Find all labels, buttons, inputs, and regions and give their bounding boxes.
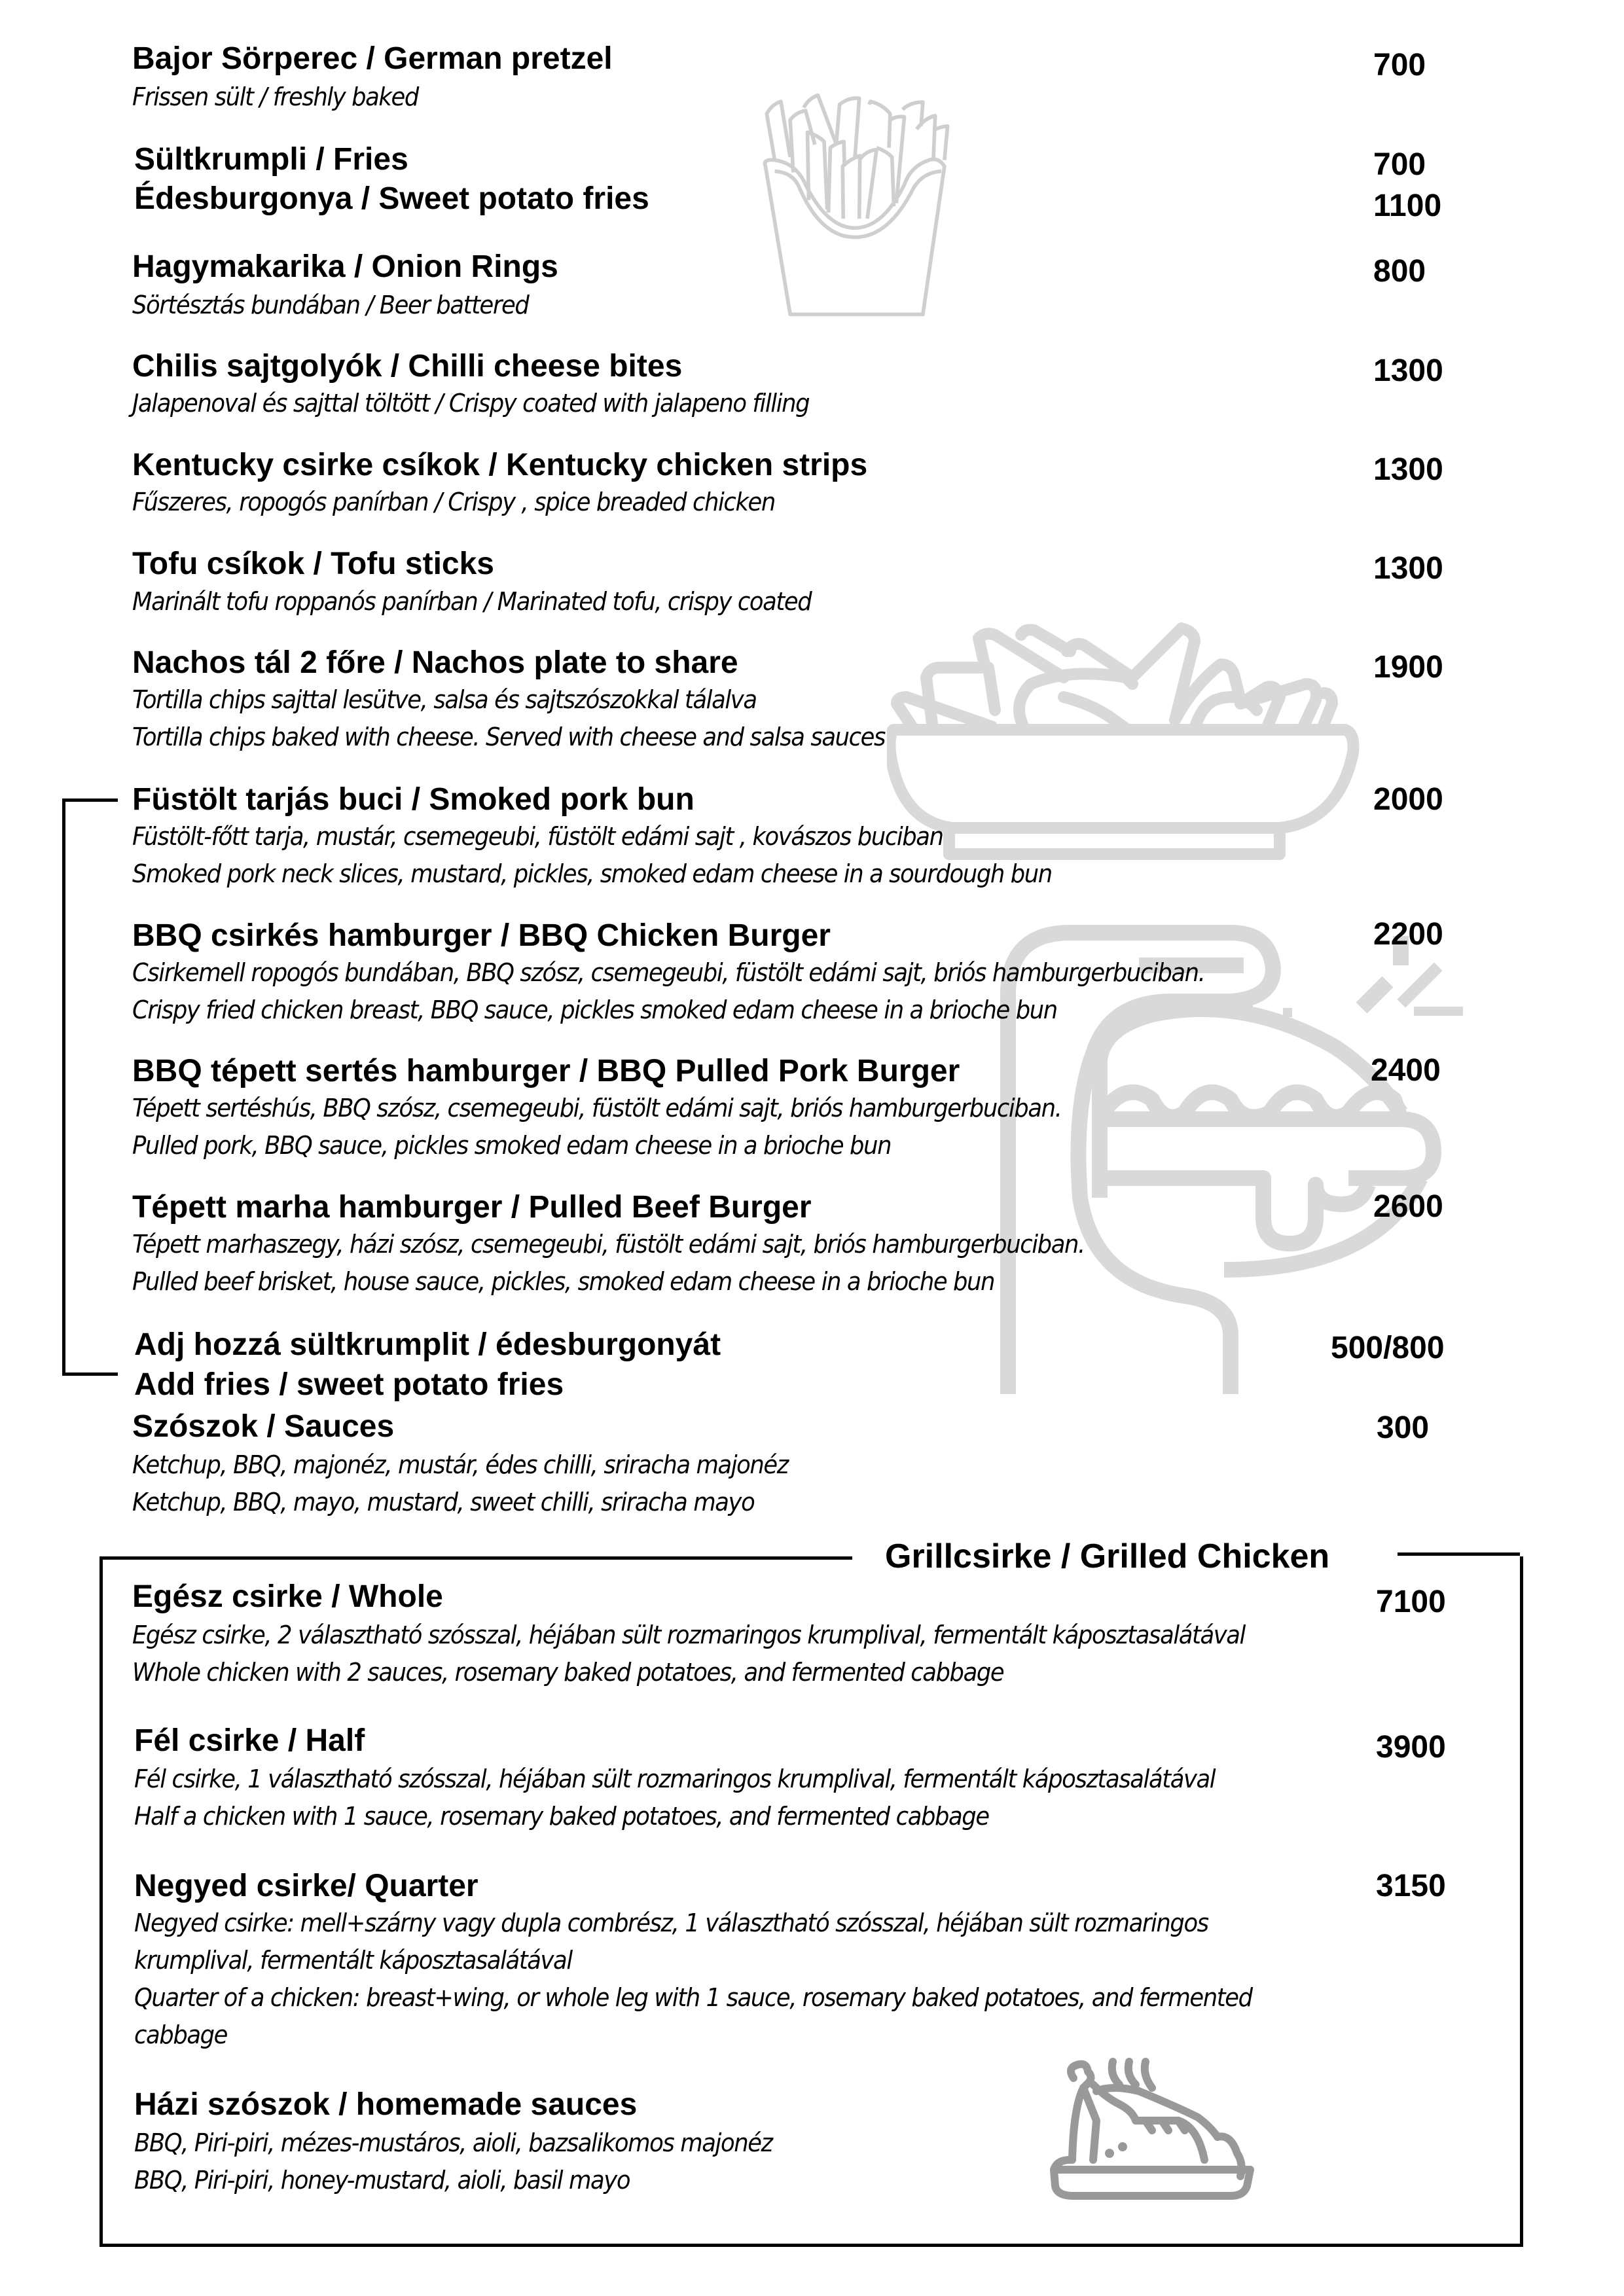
addon-name-en: Add fries / sweet potato fries (134, 1367, 564, 1402)
item-name-bbq-chicken-burger: BBQ csirkés hamburger / BBQ Chicken Burger (132, 918, 831, 953)
price-tofu-sticks: 1300 (1373, 551, 1443, 586)
item-desc-pulled-pork-burger-en: Pulled pork, BBQ sauce, pickles smoked edam cheese in a brioche bun (132, 1131, 892, 1160)
item-desc-sauces-en: Ketchup, BBQ, mayo, mustard, sweet chilli, sriracha mayo (132, 1488, 755, 1516)
price-pulled-pork-burger: 2400 (1371, 1053, 1441, 1088)
item-desc-smoked-pork-bun-en: Smoked pork neck slices, mustard, pickles, smoked edam cheese in a sourdough bun (132, 859, 1052, 888)
price-addon: 500/800 (1331, 1331, 1445, 1365)
item-name-chicken-strips: Kentucky csirke csíkok / Kentucky chicken strips (132, 448, 868, 482)
price-quarter-chicken: 3150 (1376, 1869, 1446, 1903)
item-desc-chilli-cheese-bites: Jalapenoval és sajttal töltött / Crispy coated with jalapeno filling (132, 389, 810, 418)
item-desc-half-chicken-en: Half a chicken with 1 sauce, rosemary baked potatoes, and fermented cabbage (134, 1802, 989, 1831)
price-half-chicken: 3900 (1376, 1730, 1446, 1765)
item-desc-sauces-hu: Ketchup, BBQ, majonéz, mustár, édes chilli, sriracha majonéz (132, 1450, 788, 1479)
item-desc-tofu-sticks: Marinált tofu roppanós panírban / Marinated tofu, crispy coated (132, 587, 812, 616)
grilled-chicken-title: Grillcsirke / Grilled Chicken (885, 1537, 1330, 1575)
item-name-half-chicken: Fél csirke / Half (134, 1723, 365, 1758)
item-desc-quarter-chicken-en-1: Quarter of a chicken: breast+wing, or whole leg with 1 sauce, rosemary baked potatoes, and fermented (134, 1983, 1252, 2012)
item-desc-nachos-en: Tortilla chips baked with cheese. Served with cheese and salsa sauces (132, 723, 886, 751)
fries-icon (759, 85, 975, 334)
item-name-homemade-sauces: Házi szószok / homemade sauces (134, 2087, 638, 2122)
item-name-nachos: Nachos tál 2 főre / Nachos plate to share (132, 645, 738, 680)
item-desc-half-chicken-hu: Fél csirke, 1 választható szósszal, héjában sült rozmaringos krumplival, fermentált káposztasalátával (134, 1765, 1216, 1793)
price-nachos: 1900 (1373, 650, 1443, 685)
price-fries: 700 (1373, 147, 1426, 182)
burger-spark-1 (1244, 1001, 1253, 1011)
item-desc-smoked-pork-bun-hu: Füstölt-főtt tarja, mustár, csemegeubi, füstölt edámi sajt , kovászos buciban (132, 822, 943, 851)
price-pretzel: 700 (1373, 48, 1426, 82)
item-desc-whole-chicken-en: Whole chicken with 2 sauces, rosemary baked potatoes, and fermented cabbage (132, 1658, 1004, 1687)
price-chilli-cheese-bites: 1300 (1373, 353, 1443, 388)
box-border-top-right (1398, 1552, 1520, 1556)
item-desc-onion-rings: Sörtésztás bundában / Beer battered (132, 291, 529, 319)
burger-spark-2 (1283, 1008, 1292, 1017)
item-desc-homemade-sauces-hu: BBQ, Piri-piri, mézes-mustáros, aioli, bazsalikomos majonéz (134, 2128, 772, 2157)
item-desc-pretzel: Frissen sült / freshly baked (132, 82, 418, 111)
item-desc-bbq-chicken-burger-hu: Csirkemell ropogós bundában, BBQ szósz, csemegeubi, füstölt edámi sajt, briós hamburgerbuciban. (132, 958, 1205, 987)
item-name-pulled-pork-burger: BBQ tépett sertés hamburger / BBQ Pulled Pork Burger (132, 1054, 960, 1088)
item-name-quarter-chicken: Negyed csirke/ Quarter (134, 1869, 478, 1903)
item-desc-pulled-pork-burger-hu: Tépett sertéshús, BBQ szósz, csemegeubi, füstölt edámi sajt, briós hamburgerbuciban. (132, 1094, 1062, 1122)
price-pulled-beef-burger: 2600 (1373, 1189, 1443, 1224)
item-desc-quarter-chicken-en-2: cabbage (134, 2020, 228, 2049)
price-chicken-strips: 1300 (1373, 452, 1443, 487)
addon-name-hu: Adj hozzá sültkrumplit / édesburgonyát (134, 1327, 721, 1362)
item-name-fries: Sültkrumpli / Fries (134, 142, 408, 177)
item-name-pulled-beef-burger: Tépett marha hamburger / Pulled Beef Burger (132, 1190, 812, 1225)
item-desc-bbq-chicken-burger-en: Crispy fried chicken breast, BBQ sauce, pickles smoked edam cheese in a brioche bun (132, 996, 1057, 1024)
burger-group-bracket (62, 798, 118, 1376)
item-desc-pulled-beef-burger-hu: Tépett marhaszegy, házi szósz, csemegeubi, füstölt edámi sajt, briós hamburgerbuciban. (132, 1230, 1085, 1259)
price-smoked-pork-bun: 2000 (1373, 782, 1443, 817)
item-desc-pulled-beef-burger-en: Pulled beef brisket, house sauce, pickles, smoked edam cheese in a brioche bun (132, 1267, 995, 1296)
item-name-chilli-cheese-bites: Chilis sajtgolyók / Chilli cheese bites (132, 349, 683, 384)
item-desc-chicken-strips: Fűszeres, ropogós panírban / Crispy , spice breaded chicken (132, 488, 775, 516)
item-desc-quarter-chicken-hu-1: Negyed csirke: mell+szárny vagy dupla combrész, 1 választható szósszal, héjában sült rozmaringos (134, 1909, 1208, 1937)
burger-spark-4 (1414, 1007, 1463, 1016)
price-sweet-potato-fries: 1100 (1373, 188, 1442, 223)
price-sauces: 300 (1377, 1410, 1430, 1445)
price-bbq-chicken-burger: 2200 (1373, 917, 1443, 952)
item-desc-quarter-chicken-hu-2: krumplival, fermentált káposztasalátával (134, 1946, 572, 1975)
item-name-smoked-pork-bun: Füstölt tarjás buci / Smoked pork bun (132, 782, 695, 817)
item-desc-whole-chicken-hu: Egész csirke, 2 választható szósszal, héjában sült rozmaringos krumplival, fermentált káposztasalátával (132, 1621, 1245, 1649)
item-desc-nachos-hu: Tortilla chips sajttal lesütve, salsa és sajtszószokkal tálalva (132, 685, 757, 714)
item-name-pretzel: Bajor Sörperec / German pretzel (132, 41, 613, 76)
item-name-sauces: Szószok / Sauces (132, 1409, 395, 1444)
item-name-tofu-sticks: Tofu csíkok / Tofu sticks (132, 547, 494, 581)
item-name-sweet-potato-fries: Édesburgonya / Sweet potato fries (134, 181, 649, 216)
item-name-whole-chicken: Egész csirke / Whole (132, 1579, 443, 1614)
price-whole-chicken: 7100 (1376, 1585, 1446, 1619)
item-desc-homemade-sauces-en: BBQ, Piri-piri, honey-mustard, aioli, basil mayo (134, 2166, 630, 2195)
item-name-onion-rings: Hagymakarika / Onion Rings (132, 249, 558, 284)
price-onion-rings: 800 (1373, 254, 1426, 289)
